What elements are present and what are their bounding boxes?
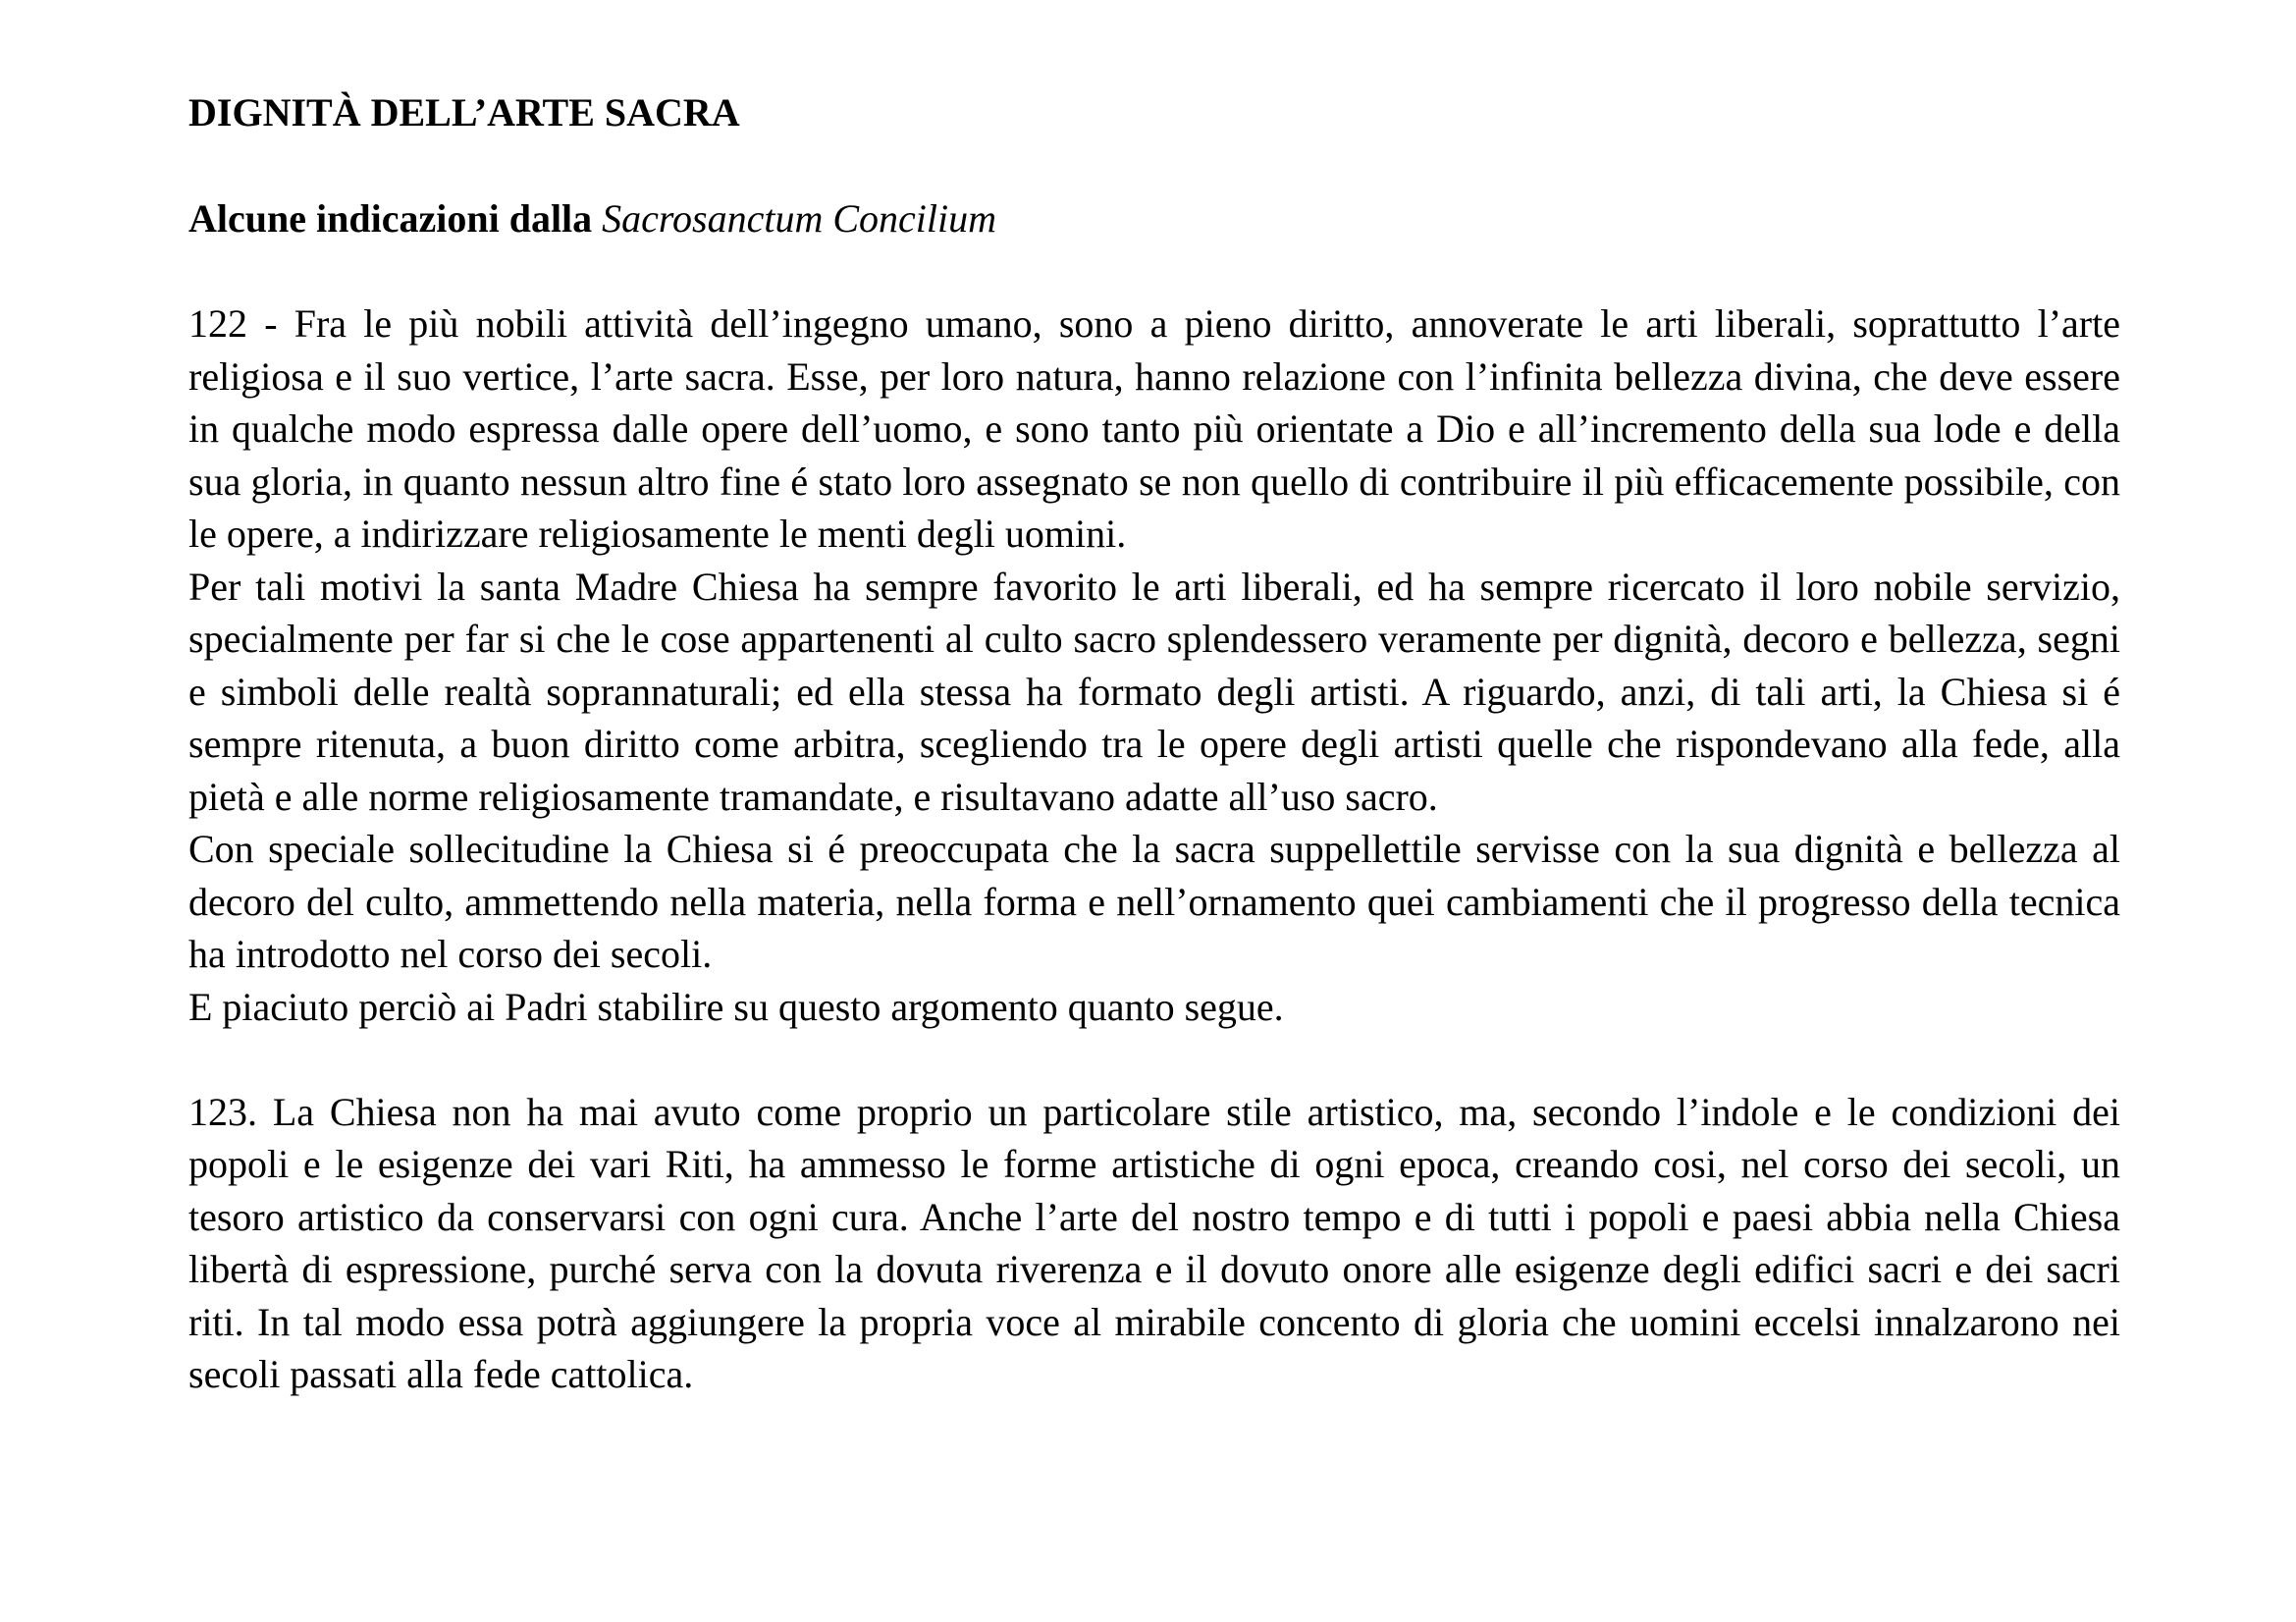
paragraph-122-continued-2: Con speciale sollecitudine la Chiesa si é preoccupata che la sacra suppellettile servisse con la sua dignità e bellezza al decoro del culto, ammettendo nella materia, nella forma e nell’ornamento quei cambiamenti che il progresso della tecnica ha introdotto nel corso dei secoli. — [188, 827, 2120, 976]
document-subtitle — [188, 192, 2120, 245]
paragraph-123: 123. La Chiesa non ha mai avuto come proprio un particolare stile artistico, ma, secondo l’indole e le condizioni dei popoli e le esigenze dei vari Riti, ha ammesso le forme artistiche di ogni epoca, creando cosi, nel corso dei secoli, un tesoro artistico da conservarsi con ogni cura. Anche l’arte del nostro tempo e di tutti i popoli e paesi abbia nella Chiesa libertà di espressione, purché serva con la dovuta riverenza e il dovuto onore alle esigenze degli edifici sacri e dei sacri riti. In tal modo essa potrà aggiungere la propria voce al mirabile concento di gloria che uomini eccelsi innalzarono nei secoli passati alla fede cattolica. — [188, 1089, 2120, 1396]
paragraph-122: 122 - Fra le più nobili attività dell’ingegno umano, sono a pieno diritto, annoverate le arti liberali, soprattutto l’arte religiosa e il suo vertice, l’arte sacra. Esse, per loro natura, hanno relazione con l’infinita bellezza divina, che deve essere in qualche modo espressa dalle opere dell’uomo, e sono tanto più orientate a Dio e all’incremento della sua lode e della sua gloria, in quanto nessun altro fine é stato loro assegnato se non quello di contribuire il più efficacemente possibile, con le opere, a indirizzare religiosamente le menti degli uomini. — [188, 301, 2120, 556]
document-title: DIGNITÀ DELL’ARTE SACRA — [188, 90, 740, 135]
paragraph-122-continued-3: E piaciuto perciò ai Padri stabilire su questo argomento quanto segue. — [188, 984, 1284, 1029]
subtitle-italic: Sacrosanctum Concilium — [602, 195, 996, 241]
paragraph-122-continued-1: Per tali motivi la santa Madre Chiesa ha sempre favorito le arti liberali, ed ha sempre ricercato il loro nobile servizio, specialmente per far si che le cose appartenenti al culto sacro splendessero veramente per dignità, decoro e bellezza, segni e simboli delle realtà soprannaturali; ed ella stessa ha formato degli artisti. A riguardo, anzi, di tali arti, la Chiesa si é sempre ritenuta, a buon diritto come arbitra, scegliendo tra le opere degli artisti quelle che rispondevano alla fede, alla pietà e alle norme religiosamente tramandate, e risultavano adatte all’uso sacro. — [188, 564, 2120, 819]
document-page — [188, 86, 2120, 1401]
subtitle-prefix: Alcune indicazioni dalla — [188, 195, 603, 241]
